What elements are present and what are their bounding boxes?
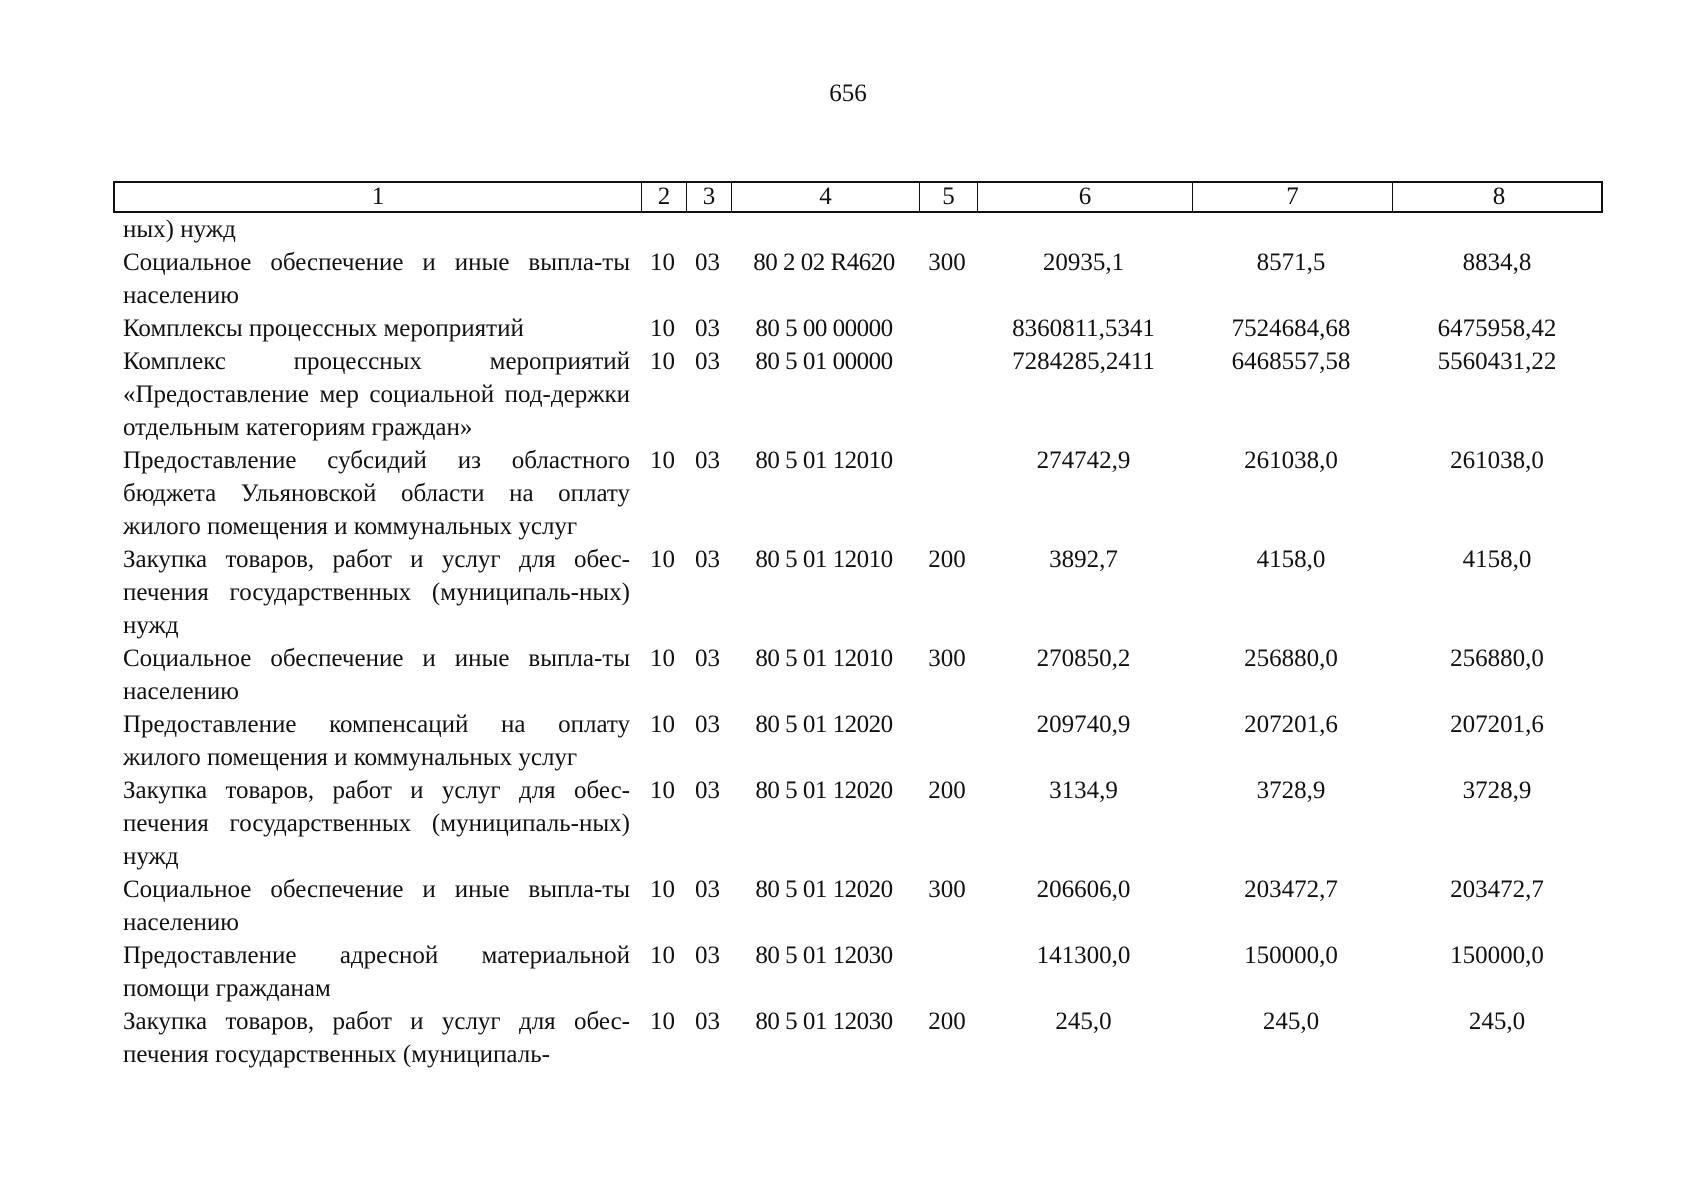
table-row <box>113 312 1603 345</box>
row-value-col8: 5560431,22 <box>1437 348 1557 375</box>
row-section: 10 <box>650 546 675 573</box>
row-target-code: 80 5 01 12020 <box>755 876 893 903</box>
table-row <box>113 939 1603 1005</box>
row-value-col8: 207201,6 <box>1450 711 1544 738</box>
table-row <box>113 543 1603 642</box>
row-subsection: 03 <box>695 942 720 969</box>
row-subsection: 03 <box>695 876 720 903</box>
row-name: Закупка товаров, работ и услуг для обес-печения государственных (муниципаль-ных) нужд <box>123 546 630 639</box>
row-target-code: 80 5 01 12030 <box>755 942 893 969</box>
row-name: Закупка товаров, работ и услуг для обес-печения государственных (муниципаль- <box>123 1008 630 1068</box>
row-expense-type: 300 <box>928 876 966 903</box>
table-row <box>113 345 1603 444</box>
row-value-col6: 3134,9 <box>1049 777 1118 804</box>
row-target-code <box>730 213 918 246</box>
row-name: Социальное обеспечение и иные выпла-ты населению <box>123 645 630 705</box>
row-value-col6: 270850,2 <box>1036 645 1131 672</box>
row-value-col7: 6468557,58 <box>1231 348 1351 375</box>
row-value-col6: 8360811,5341 <box>1012 315 1155 342</box>
row-value-col7: 4158,0 <box>1256 546 1326 573</box>
row-target-code: 80 2 02 R4620 <box>753 249 895 276</box>
table-row <box>113 873 1603 939</box>
row-expense-type <box>918 312 976 345</box>
row-target-code: 80 5 01 12020 <box>755 777 893 804</box>
row-subsection: 03 <box>695 711 720 738</box>
row-name: Предоставление адресной материальной помощи гражданам <box>123 942 630 1002</box>
row-section: 10 <box>650 876 675 903</box>
row-value-col7: 7524684,68 <box>1231 315 1351 342</box>
row-target-code: 80 5 01 12010 <box>755 645 893 672</box>
header-col-6: 6 <box>978 183 1193 211</box>
row-expense-type <box>918 345 976 444</box>
row-expense-type <box>918 213 976 246</box>
row-section <box>640 213 685 246</box>
row-value-col7: 150000,0 <box>1244 942 1338 969</box>
row-value-col6: 3892,7 <box>1049 546 1118 573</box>
row-value-col8: 4158,0 <box>1462 546 1532 573</box>
row-value-col6: 7284285,2411 <box>1012 348 1155 375</box>
row-name: Закупка товаров, работ и услуг для обес-печения государственных (муниципаль-ных) нужд <box>123 777 630 870</box>
row-section: 10 <box>650 942 675 969</box>
row-expense-type: 200 <box>928 1008 966 1035</box>
row-value-col8: 3728,9 <box>1462 777 1532 804</box>
row-value-col8: 6475958,42 <box>1437 315 1557 342</box>
row-value-col8 <box>1391 213 1603 246</box>
header-col-8: 8 <box>1492 183 1506 210</box>
row-value-col8: 203472,7 <box>1450 876 1544 903</box>
row-section: 10 <box>650 249 675 276</box>
table-row <box>113 774 1603 873</box>
row-section: 10 <box>650 711 675 738</box>
row-value-col7: 8571,5 <box>1256 249 1326 276</box>
row-value-col6: 245,0 <box>1055 1008 1112 1035</box>
row-value-col8: 245,0 <box>1468 1008 1526 1035</box>
row-value-col6: 274742,9 <box>1036 447 1131 474</box>
header-col-3: 3 <box>687 183 732 211</box>
row-value-col6 <box>976 213 1191 246</box>
row-subsection: 03 <box>695 777 720 804</box>
table-row <box>113 1005 1603 1071</box>
table-row <box>113 213 1603 246</box>
row-value-col7 <box>1191 213 1391 246</box>
row-value-col8: 261038,0 <box>1450 447 1544 474</box>
row-expense-type: 300 <box>928 249 966 276</box>
row-target-code: 80 5 01 12030 <box>755 1008 893 1035</box>
row-subsection: 03 <box>695 348 720 375</box>
row-expense-type: 300 <box>928 645 966 672</box>
row-expense-type: 200 <box>928 546 966 573</box>
row-expense-type <box>918 708 976 774</box>
table-row <box>113 444 1603 543</box>
row-subsection: 03 <box>695 546 720 573</box>
row-value-col6: 141300,0 <box>1036 942 1131 969</box>
row-value-col7: 261038,0 <box>1244 447 1338 474</box>
row-name: Социальное обеспечение и иные выпла-ты населению <box>123 876 630 936</box>
header-col-5: 5 <box>920 183 978 211</box>
table-body <box>113 213 1603 1071</box>
row-value-col6: 206606,0 <box>1036 876 1131 903</box>
row-section: 10 <box>650 645 675 672</box>
header-col-4: 4 <box>732 183 920 211</box>
table-row <box>113 708 1603 774</box>
row-value-col7: 256880,0 <box>1244 645 1338 672</box>
row-name: Предоставление компенсаций на оплату жилого помещения и коммунальных услуг <box>123 711 630 771</box>
row-expense-type: 200 <box>928 777 966 804</box>
row-name: ных) нужд <box>123 216 236 243</box>
row-value-col7: 245,0 <box>1262 1008 1320 1035</box>
row-expense-type <box>918 444 976 543</box>
row-subsection: 03 <box>695 645 720 672</box>
row-value-col8: 8834,8 <box>1462 249 1532 276</box>
row-section: 10 <box>650 1008 675 1035</box>
row-section: 10 <box>650 777 675 804</box>
header-col-1: 1 <box>115 183 642 211</box>
row-subsection: 03 <box>695 315 720 342</box>
row-value-col7: 207201,6 <box>1244 711 1338 738</box>
row-name: Комплексы процессных мероприятий <box>123 315 524 342</box>
row-target-code: 80 5 00 00000 <box>755 315 893 342</box>
row-value-col7: 203472,7 <box>1244 876 1338 903</box>
row-subsection: 03 <box>695 249 720 276</box>
row-target-code: 80 5 01 12010 <box>755 447 893 474</box>
row-value-col8: 150000,0 <box>1450 942 1544 969</box>
row-value-col6: 209740,9 <box>1036 711 1131 738</box>
header-col-7: 7 <box>1193 183 1393 211</box>
row-name: Социальное обеспечение и иные выпла-ты населению <box>123 249 630 309</box>
table-row <box>113 642 1603 708</box>
row-name: Комплекс процессных мероприятий «Предоставление мер социальной под-держки отдельным категориям граждан» <box>123 348 630 441</box>
row-value-col8: 256880,0 <box>1450 645 1544 672</box>
row-section: 10 <box>650 348 675 375</box>
row-name: Предоставление субсидий из областного бюджета Ульяновской области на оплату жилого помещения и коммунальных услуг <box>123 447 630 540</box>
row-subsection: 03 <box>695 1008 720 1035</box>
row-target-code: 80 5 01 12010 <box>755 546 893 573</box>
row-target-code: 80 5 01 00000 <box>755 348 893 375</box>
row-expense-type <box>918 939 976 1005</box>
row-subsection <box>685 213 730 246</box>
row-subsection: 03 <box>695 447 720 474</box>
table-header <box>113 181 1603 213</box>
table-row <box>113 246 1603 312</box>
header-col-2: 2 <box>642 183 687 211</box>
row-value-col7: 3728,9 <box>1256 777 1326 804</box>
row-section: 10 <box>650 447 675 474</box>
budget-table <box>113 181 1603 1071</box>
row-target-code: 80 5 01 12020 <box>755 711 893 738</box>
row-section: 10 <box>650 315 675 342</box>
page-number: 656 <box>829 80 867 107</box>
row-value-col6: 20935,1 <box>1042 249 1125 276</box>
